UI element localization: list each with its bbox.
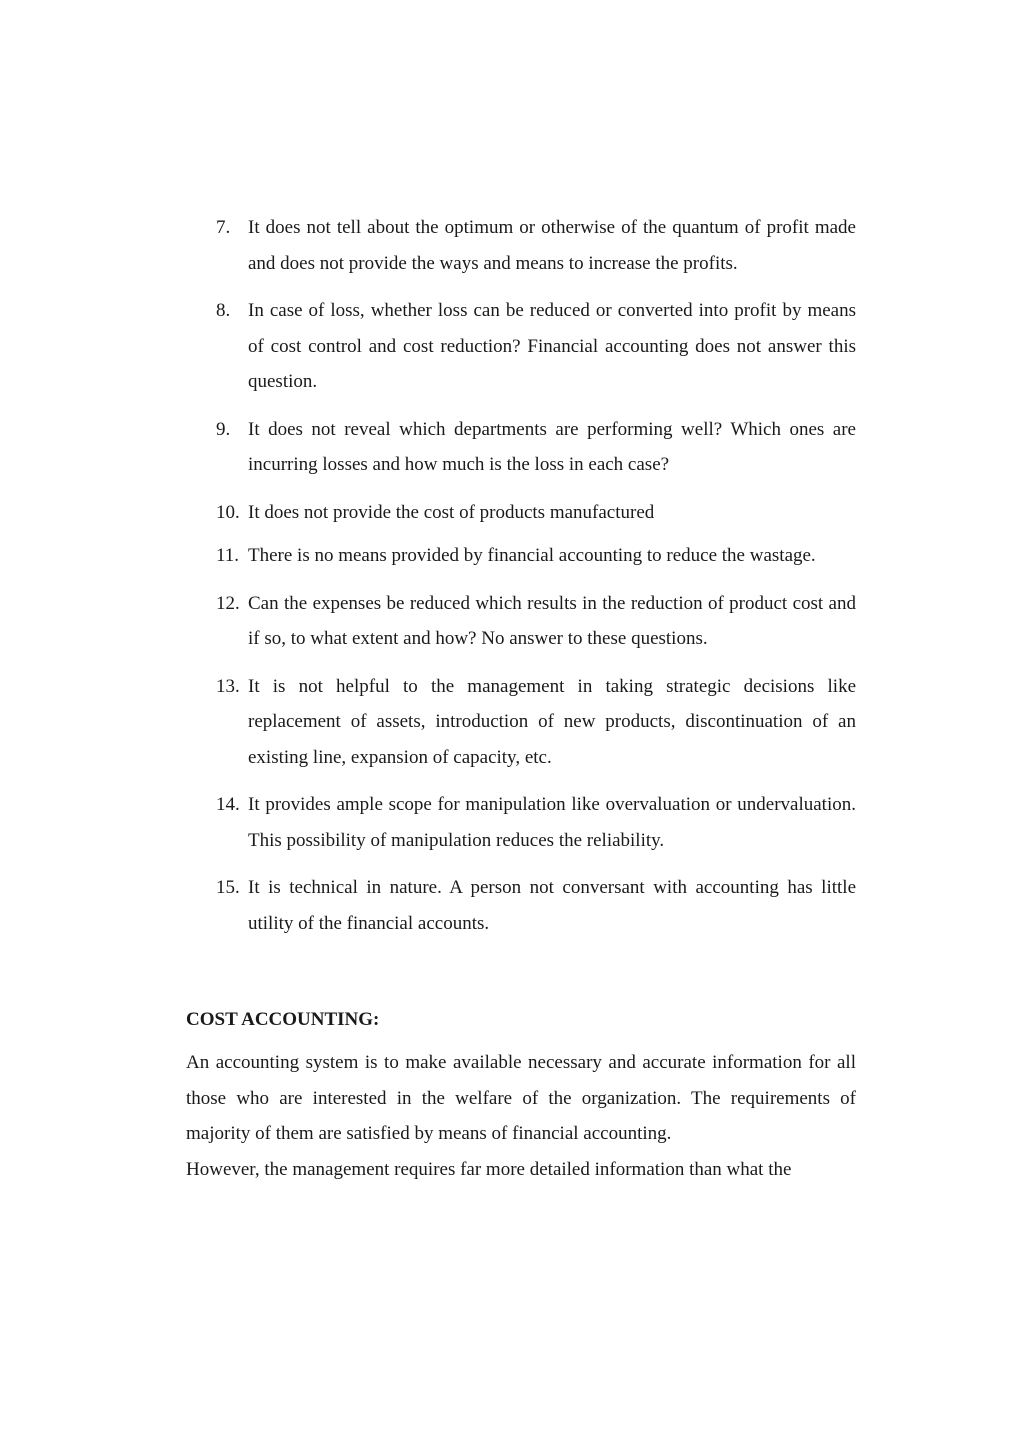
list-item-text: It is not helpful to the management in taking strategic decisions like replacement of assets, introduction of new products, discontinuation of an existing line, expansion of capacity, etc. — [248, 675, 856, 768]
list-item — [186, 586, 856, 657]
list-item-text: In case of loss, whether loss can be reduced or converted into profit by means of cost control and cost reduction? Financial accounting does not answer this question. — [248, 300, 856, 392]
list-item — [186, 538, 856, 574]
list-item-number: 12. — [216, 592, 240, 614]
limitations-list — [186, 210, 856, 953]
list-item-text: It provides ample scope for manipulation like overvaluation or undervaluation. This possibility of manipulation reduces the reliability. — [248, 794, 856, 851]
list-item-number: 14. — [216, 794, 240, 815]
list-item-number: 7. — [216, 217, 231, 238]
list-item — [186, 495, 856, 531]
section-heading: COST ACCOUNTING: — [186, 1009, 380, 1030]
list-item-number: 9. — [216, 418, 231, 440]
list-item — [186, 412, 856, 483]
list-item-number: 10. — [216, 501, 240, 523]
list-item-text: It is technical in nature. A person not conversant with accounting has little utility of the financial accounts. — [248, 877, 856, 934]
section-paragraph: An accounting system is to make available necessary and accurate information for all those who are interested in the welfare of the organization. The requirements of majority of them are satisfied by means of financial accounting. — [186, 1052, 856, 1144]
list-item — [186, 293, 856, 400]
list-item-text: It does not tell about the optimum or otherwise of the quantum of profit made and does not provide the ways and means to increase the profits. — [248, 217, 856, 274]
list-item-number: 8. — [216, 300, 231, 321]
list-item — [186, 669, 856, 776]
list-item-text: It does not reveal which departments are performing well? Which ones are incurring losses and how much is the loss in each case? — [248, 418, 856, 475]
list-item-text: It does not provide the cost of products manufactured — [248, 501, 655, 523]
section-paragraph-continued: However, the management requires far more detailed information than what the — [186, 1159, 792, 1180]
list-item — [186, 870, 856, 941]
list-item-text: There is no means provided by financial accounting to reduce the wastage. — [248, 545, 816, 566]
list-item-number: 11. — [216, 545, 240, 566]
list-item-text: Can the expenses be reduced which results in the reduction of product cost and if so, to what extent and how? No answer to these questions. — [248, 592, 856, 649]
list-item — [186, 787, 856, 858]
list-item-number: 13. — [216, 675, 240, 697]
list-item-number: 15. — [216, 877, 240, 898]
list-item — [186, 210, 856, 281]
